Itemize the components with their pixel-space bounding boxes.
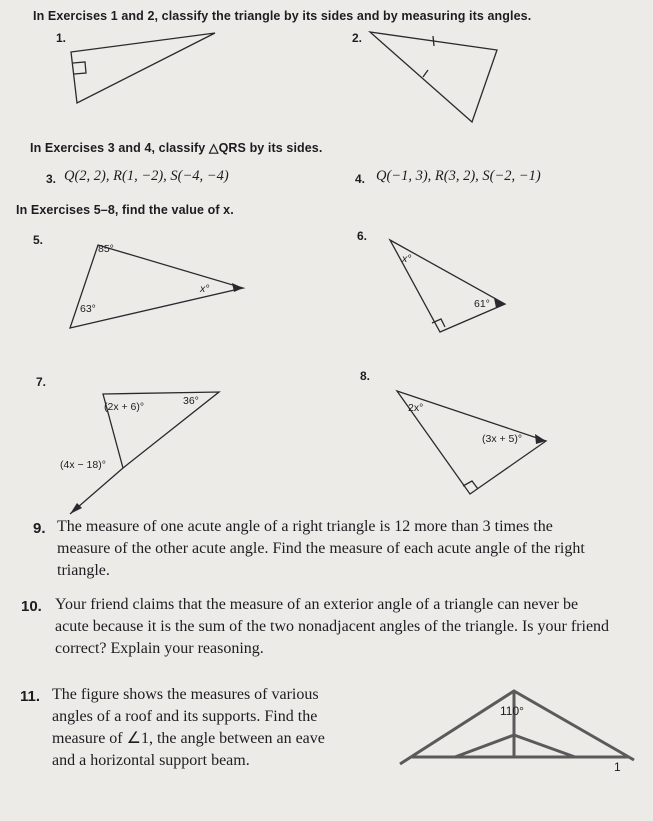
exercise-6-number: 6. [357,229,368,243]
exercise-4-coordinates: Q(−1, 3), R(3, 2), S(−2, −1) [376,168,541,184]
exercise-8-number: 8. [360,369,371,383]
ex8-angle-top: 2x° [408,402,424,414]
triangle-ex7 [70,392,219,514]
exercise-10-number: 10. [21,598,42,615]
exercise-9-text: The measure of one acute angle of a right triangle is 12 more than 3 times the measure of the other acute angle. Find the measure of each acute angle of the right triangle. [57,518,585,579]
triangle-ex5 [70,245,243,328]
exercise-4-number: 4. [355,172,366,186]
exercise-2-number: 2. [352,31,363,45]
triangle-ex1 [71,33,215,103]
exercise-5-number: 5. [33,233,44,247]
ex7-angle-a: (2x + 6)° [104,401,145,413]
exercise-11-text: The figure shows the measures of various angles of a roof and its supports. Find the measure of ∠1, the angle between an eave and a horizontal support beam. [52,686,325,769]
ex6-angle-top: x° [402,253,412,265]
exercise-7-number: 7. [36,375,47,389]
ex5-angle-top: 85° [98,243,114,255]
exercise-10-text: Your friend claims that the measure of an exterior angle of a triangle can never be acute because it is the sum of the two nonadjacent angles of the triangle. Is your friend correct? Explain your reasoning. [55,596,610,657]
ex7-angle-b: 36° [183,395,199,407]
ex6-angle-right: 61° [474,298,490,310]
exercise-3-number: 3. [46,172,57,186]
roof-truss-ex11 [400,691,634,764]
ex11-angle-top: 110° [500,704,524,718]
exercise-3-coordinates: Q(2, 2), R(1, −2), S(−4, −4) [64,168,229,184]
exercise-1-number: 1. [56,31,67,45]
exercise-11-number: 11. [20,688,41,705]
exercises-1-2-heading: In Exercises 1 and 2, classify the triangle by its sides and by measuring its angles. [33,9,532,23]
ex5-angle-left: 63° [80,303,96,315]
triangle-ex2 [370,32,497,122]
ex5-angle-right: x° [200,283,210,295]
exercises-5-8-heading: In Exercises 5–8, find the value of x. [16,203,234,217]
ex8-angle-right: (3x + 5)° [482,433,523,445]
exercise-9-number: 9. [33,520,46,537]
ex7-angle-c: (4x − 18)° [60,459,106,471]
exercises-3-4-heading: In Exercises 3 and 4, classify △QRS by its sides. [30,141,323,155]
ex11-angle-1-label: 1 [614,760,621,774]
